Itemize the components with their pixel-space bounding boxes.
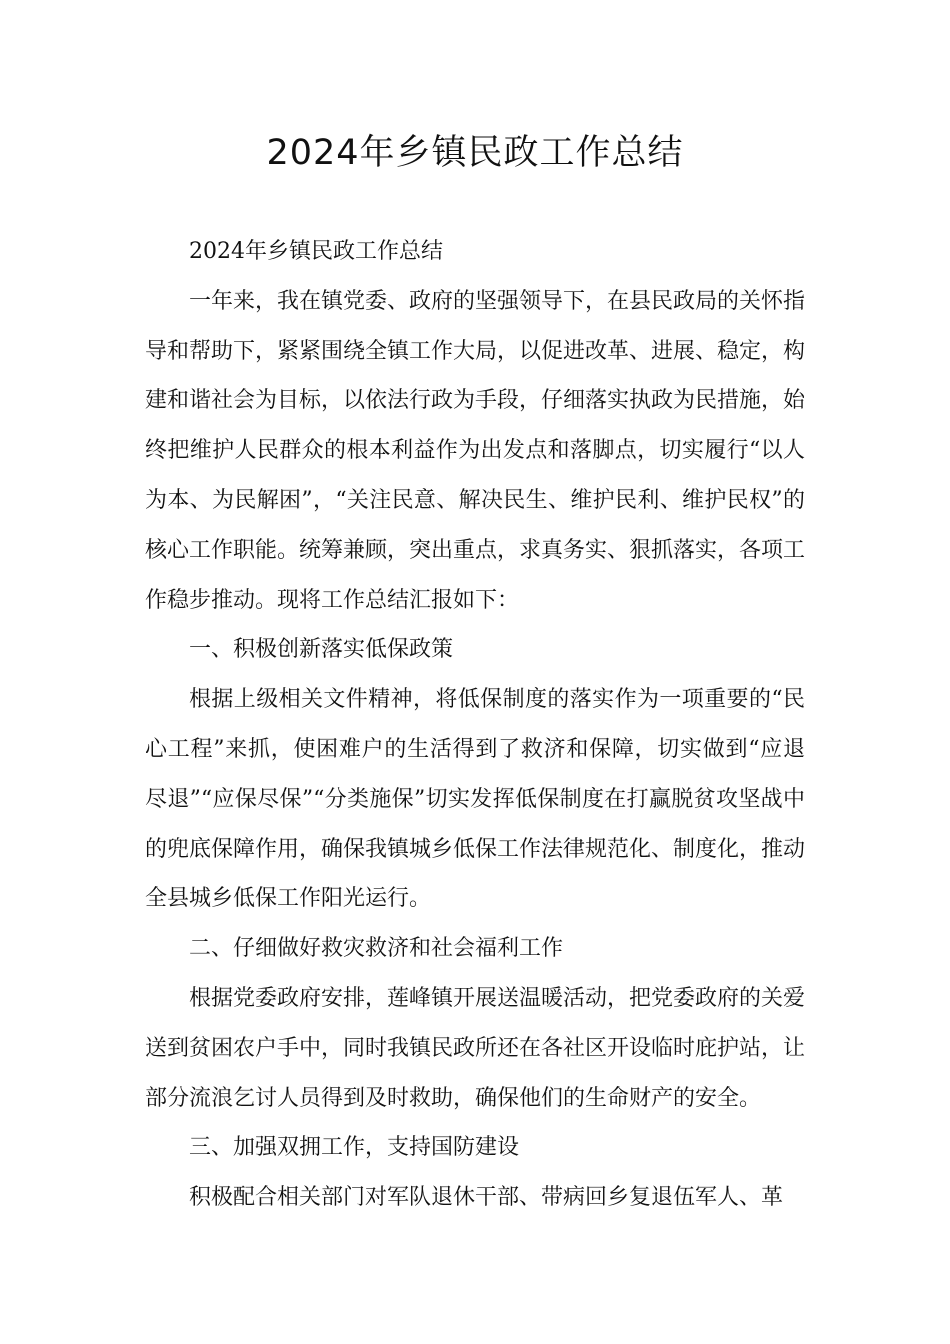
document-title: 2024年乡镇民政工作总结: [266, 133, 684, 173]
subtitle-paragraph: 2024年乡镇民政工作总结: [189, 239, 443, 264]
section-paragraph-1: 根据上级相关文件精神，将低保制度的落实作为一项重要的“民心工程”来抓，使困难户的生活得到了救济和保障，切实做到“应退尽退”“应保尽保”“分类施保”切实发挥低保制度在打赢脱贫攻坚战中的兜底保障作用，确保我镇城乡低保工作法律规范化、制度化，推动全县城乡低保工作阳光运行。: [145, 687, 806, 912]
section-heading-2: 二、仔细做好救灾救济和社会福利工作: [189, 936, 564, 962]
section-paragraph-2: 根据党委政府安排，莲峰镇开展送温暖活动，把党委政府的关爱送到贫困农户手中，同时我镇民政所还在各社区开设临时庇护站，让部分流浪乞讨人员得到及时救助，确保他们的生命财产的安全。: [145, 985, 806, 1111]
section-heading-3: 三、加强双拥工作，支持国防建设: [189, 1135, 520, 1161]
document-body: [145, 227, 805, 1223]
section-heading-1: 一、积极创新落实低保政策: [189, 637, 454, 663]
section-paragraph-3: 积极配合相关部门对军队退休干部、带病回乡复退伍军人、革: [189, 1185, 784, 1211]
intro-paragraph: 一年来，我在镇党委、政府的坚强领导下，在县民政局的关怀指导和帮助下，紧紧围绕全镇工作大局，以促进改革、进展、稳定，构建和谐社会为目标，以依法行政为手段，仔细落实执政为民措施，始终把维护人民群众的根本利益作为出发点和落脚点，切实履行“以人为本、为民解困”，“关注民意、解决民生、维护民利、维护民权”的核心工作职能。统筹兼顾，突出重点，求真务实、狠抓落实，各项工作稳步推动。现将工作总结汇报如下：: [145, 288, 806, 613]
